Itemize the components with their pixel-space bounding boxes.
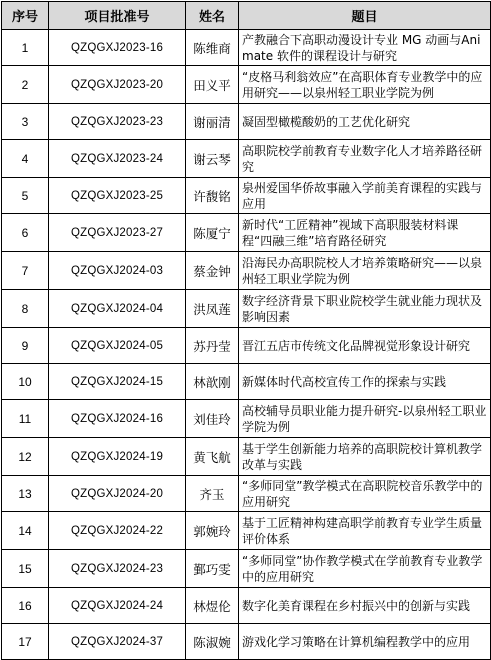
- row-title: 游戏化学习策略在计算机编程教学中的应用: [239, 624, 491, 660]
- row-serial-number: 1: [2, 30, 49, 66]
- row-serial-number: 14: [2, 512, 49, 550]
- row-serial-number: 7: [2, 252, 49, 290]
- row-serial-number: 11: [2, 400, 49, 438]
- header-project-code: 项目批准号: [49, 2, 186, 30]
- row-serial-number: 8: [2, 290, 49, 328]
- row-project-code: QZQGXJ2023-16: [49, 30, 186, 66]
- row-title: 高校辅导员职业能力提升研究-以泉州轻工职业学院为例: [239, 400, 491, 438]
- table-row: [2, 364, 491, 400]
- row-title: 新媒体时代高校宣传工作的探索与实践: [239, 364, 491, 400]
- row-title: “多师同堂”协作教学模式在学前教育专业教学中的应用研究: [239, 550, 491, 588]
- table-row: [2, 290, 491, 328]
- row-name: 许馥铭: [186, 178, 239, 214]
- table-row: [2, 328, 491, 364]
- row-name: 鄞巧雯: [186, 550, 239, 588]
- row-name: 田义平: [186, 66, 239, 104]
- table-row: [2, 588, 491, 624]
- table-row: [2, 66, 491, 104]
- row-project-code: QZQGXJ2024-04: [49, 290, 186, 328]
- row-name: 齐玉: [186, 476, 239, 512]
- table-row: [2, 512, 491, 550]
- header-name: 姓名: [186, 2, 239, 30]
- row-title: “皮格马利翁效应”在高职体育专业教学中的应用研究——以泉州轻工职业学院为例: [239, 66, 491, 104]
- row-name: 黄飞航: [186, 438, 239, 476]
- row-project-code: QZQGXJ2024-05: [49, 328, 186, 364]
- row-project-code: QZQGXJ2023-20: [49, 66, 186, 104]
- table-row: [2, 252, 491, 290]
- row-title: 沿海民办高职院校人才培养策略研究——以泉州轻工职业学院为例: [239, 252, 491, 290]
- row-project-code: QZQGXJ2024-20: [49, 476, 186, 512]
- table-row: [2, 624, 491, 660]
- row-title: 晋江五店市传统文化品牌视觉形象设计研究: [239, 328, 491, 364]
- row-name: 苏丹莹: [186, 328, 239, 364]
- row-name: 陈淑婉: [186, 624, 239, 660]
- row-title: 数字经济背景下职业院校学生就业能力现状及影响因素: [239, 290, 491, 328]
- row-name: 谢丽清: [186, 104, 239, 140]
- row-project-code: QZQGXJ2024-24: [49, 588, 186, 624]
- row-name: 郭婉玲: [186, 512, 239, 550]
- row-title: 基于工匠精神构建高职学前教育专业学生质量评价体系: [239, 512, 491, 550]
- row-title: 产教融合下高职动漫设计专业 MG 动画与Animate 软件的课程设计与研究: [239, 30, 491, 66]
- row-title: 基于学生创新能力培养的高职院校计算机教学改革与实践: [239, 438, 491, 476]
- header-row: [2, 2, 491, 30]
- row-title: 高职院校学前教育专业数字化人才培养路径研究: [239, 140, 491, 178]
- table-row: [2, 30, 491, 66]
- row-project-code: QZQGXJ2024-22: [49, 512, 186, 550]
- header-title: 题目: [239, 2, 491, 30]
- row-name: 谢云琴: [186, 140, 239, 178]
- row-title: “多师同堂”教学模式在高职院校音乐教学中的应用研究: [239, 476, 491, 512]
- row-serial-number: 5: [2, 178, 49, 214]
- row-project-code: QZQGXJ2023-23: [49, 104, 186, 140]
- row-project-code: QZQGXJ2024-37: [49, 624, 186, 660]
- row-serial-number: 3: [2, 104, 49, 140]
- row-name: 蔡金钟: [186, 252, 239, 290]
- row-serial-number: 12: [2, 438, 49, 476]
- table-row: [2, 400, 491, 438]
- row-project-code: QZQGXJ2024-15: [49, 364, 186, 400]
- row-serial-number: 10: [2, 364, 49, 400]
- row-name: 陈厦宁: [186, 214, 239, 252]
- row-project-code: QZQGXJ2024-03: [49, 252, 186, 290]
- row-title: 凝固型橄榄酸奶的工艺优化研究: [239, 104, 491, 140]
- row-title: 新时代“工匠精神”视域下高职服装材料课程“四融三维”培育路径研究: [239, 214, 491, 252]
- row-project-code: QZQGXJ2024-16: [49, 400, 186, 438]
- row-serial-number: 17: [2, 624, 49, 660]
- row-project-code: QZQGXJ2024-19: [49, 438, 186, 476]
- row-project-code: QZQGXJ2023-27: [49, 214, 186, 252]
- projects-table: [1, 1, 491, 660]
- row-serial-number: 13: [2, 476, 49, 512]
- table-row: [2, 476, 491, 512]
- row-serial-number: 16: [2, 588, 49, 624]
- row-name: 陈维商: [186, 30, 239, 66]
- row-project-code: QZQGXJ2023-24: [49, 140, 186, 178]
- row-title: 数字化美育课程在乡村振兴中的创新与实践: [239, 588, 491, 624]
- table-row: [2, 178, 491, 214]
- table-row: [2, 550, 491, 588]
- row-name: 洪凤莲: [186, 290, 239, 328]
- row-serial-number: 9: [2, 328, 49, 364]
- table-row: [2, 214, 491, 252]
- row-project-code: QZQGXJ2024-23: [49, 550, 186, 588]
- row-name: 林煜伦: [186, 588, 239, 624]
- row-serial-number: 6: [2, 214, 49, 252]
- header-serial-number: 序号: [2, 2, 49, 30]
- row-project-code: QZQGXJ2023-25: [49, 178, 186, 214]
- table-row: [2, 104, 491, 140]
- row-serial-number: 2: [2, 66, 49, 104]
- row-serial-number: 15: [2, 550, 49, 588]
- table-row: [2, 438, 491, 476]
- row-serial-number: 4: [2, 140, 49, 178]
- row-name: 刘佳玲: [186, 400, 239, 438]
- table-row: [2, 140, 491, 178]
- row-name: 林歆刚: [186, 364, 239, 400]
- row-title: 泉州爱国华侨故事融入学前美育课程的实践与应用: [239, 178, 491, 214]
